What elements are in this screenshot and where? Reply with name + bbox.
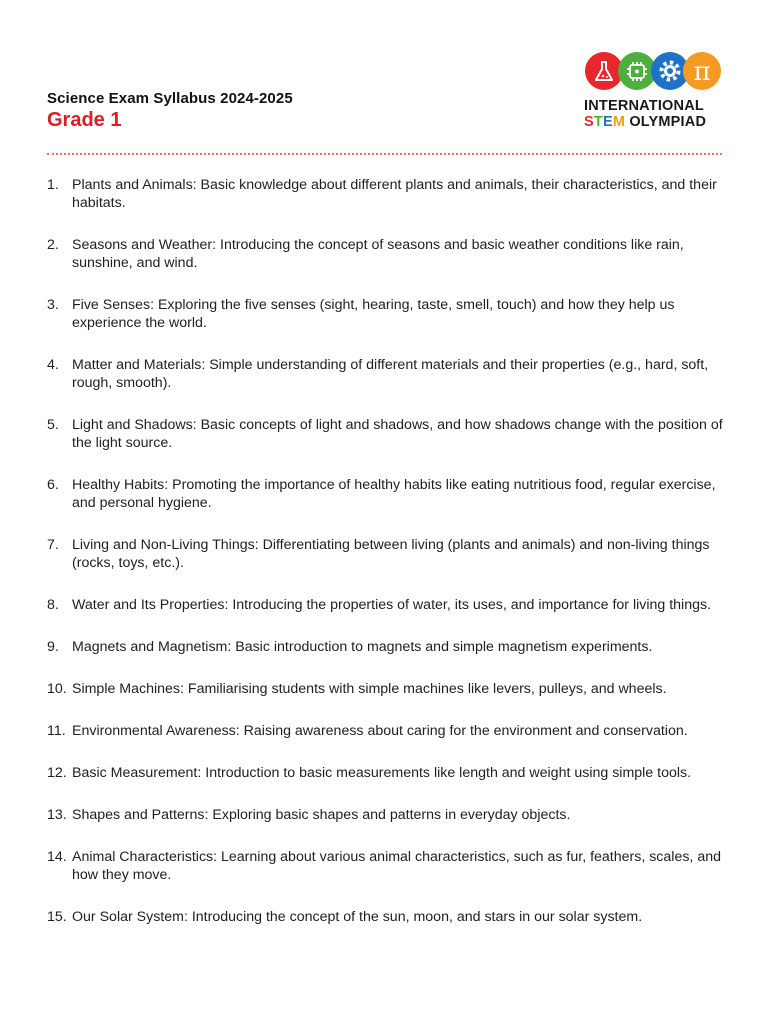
logo-line-stem-olympiad — [584, 114, 724, 130]
syllabus-item — [47, 806, 727, 824]
syllabus-item — [47, 296, 727, 332]
syllabus-item — [47, 764, 727, 782]
syllabus-item-text: Living and Non-Living Things: Differentiating between living (plants and animals) and non-living things (rocks, toys, etc.). — [72, 537, 710, 571]
syllabus-item-number: 5. — [47, 417, 59, 433]
syllabus-item — [47, 536, 727, 572]
grade-title: Grade 1 — [47, 109, 122, 131]
syllabus-item — [47, 596, 727, 614]
syllabus-item-text: Environmental Awareness: Raising awareness about caring for the environment and conservation. — [72, 723, 688, 739]
robot-chip-icon — [627, 62, 647, 81]
logo-circles — [584, 50, 724, 92]
logo-line-international: INTERNATIONAL — [584, 98, 704, 114]
logo-letter-s: S — [584, 114, 594, 130]
syllabus-item — [47, 722, 727, 740]
syllabus-list — [47, 176, 727, 926]
syllabus-item — [47, 908, 727, 926]
header-divider — [47, 153, 722, 155]
syllabus-item-number: 12. — [47, 765, 67, 781]
syllabus-item-number: 11. — [47, 723, 66, 739]
syllabus-item-text: Basic Measurement: Introduction to basic measurements like length and weight using simple tools. — [72, 765, 692, 781]
syllabus-item-number: 13. — [47, 807, 67, 823]
stem-olympiad-logo — [584, 50, 724, 135]
syllabus-item-text: Our Solar System: Introducing the concept of the sun, moon, and stars in our solar system. — [72, 909, 643, 925]
syllabus-item-number: 15. — [47, 909, 67, 925]
syllabus-item-text: Healthy Habits: Promoting the importance of healthy habits like eating nutritious food, regular exercise, and personal hygiene. — [72, 477, 716, 511]
syllabus-item-text: Light and Shadows: Basic concepts of light and shadows, and how shadows change with the position of the light source. — [72, 417, 723, 451]
syllabus-item-number: 6. — [47, 477, 59, 493]
syllabus-item-number: 3. — [47, 297, 59, 313]
syllabus-item — [47, 638, 727, 656]
logo-olympiad: OLYMPIAD — [625, 114, 707, 130]
syllabus-item-number: 4. — [47, 357, 59, 373]
syllabus-item-number: 2. — [47, 237, 59, 253]
pi-icon: π — [693, 57, 711, 87]
syllabus-item-number: 9. — [47, 639, 59, 655]
logo-letter-t: T — [593, 114, 603, 130]
syllabus-item-number: 7. — [47, 537, 59, 553]
gear-icon — [662, 63, 679, 80]
syllabus-item-text: Five Senses: Exploring the five senses (sight, hearing, taste, smell, touch) and how they help us experience the world. — [72, 297, 675, 331]
syllabus-item-text: Matter and Materials: Simple understanding of different materials and their properties (e.g., hard, soft, rough, smooth). — [72, 357, 709, 391]
syllabus-item — [47, 848, 727, 884]
syllabus-item — [47, 356, 727, 392]
syllabus-item-text: Simple Machines: Familiarising students with simple machines like levers, pulleys, and wheels. — [72, 681, 667, 697]
syllabus-item-number: 10. — [47, 681, 67, 697]
logo-letter-m: M — [612, 114, 626, 130]
logo-letter-e: E — [602, 114, 613, 130]
syllabus-item-text: Seasons and Weather: Introducing the concept of seasons and basic weather conditions like rain, sunshine, and wind. — [72, 237, 684, 271]
syllabus-item-number: 1. — [47, 177, 59, 193]
syllabus-item-text: Animal Characteristics: Learning about various animal characteristics, such as fur, feathers, scales, and how they move. — [72, 849, 721, 883]
syllabus-item — [47, 416, 727, 452]
syllabus-item — [47, 236, 727, 272]
syllabus-item-number: 8. — [47, 597, 59, 613]
syllabus-item — [47, 176, 727, 212]
syllabus-item — [47, 680, 727, 698]
flask-icon-circle — [585, 52, 623, 90]
document-header — [47, 90, 293, 132]
syllabus-item-text: Plants and Animals: Basic knowledge about different plants and animals, their characteristics, and their habitats. — [72, 177, 717, 211]
document-subtitle: Science Exam Syllabus 2024-2025 — [47, 90, 293, 107]
syllabus-item-text: Water and Its Properties: Introducing the properties of water, its uses, and importance for living things. — [72, 597, 712, 613]
syllabus-item-number: 14. — [47, 849, 67, 865]
syllabus-item-text: Shapes and Patterns: Exploring basic shapes and patterns in everyday objects. — [72, 807, 571, 823]
syllabus-item — [47, 476, 727, 512]
logo-wordmark — [584, 98, 724, 130]
syllabus-item-text: Magnets and Magnetism: Basic introduction to magnets and simple magnetism experiments. — [72, 639, 653, 655]
